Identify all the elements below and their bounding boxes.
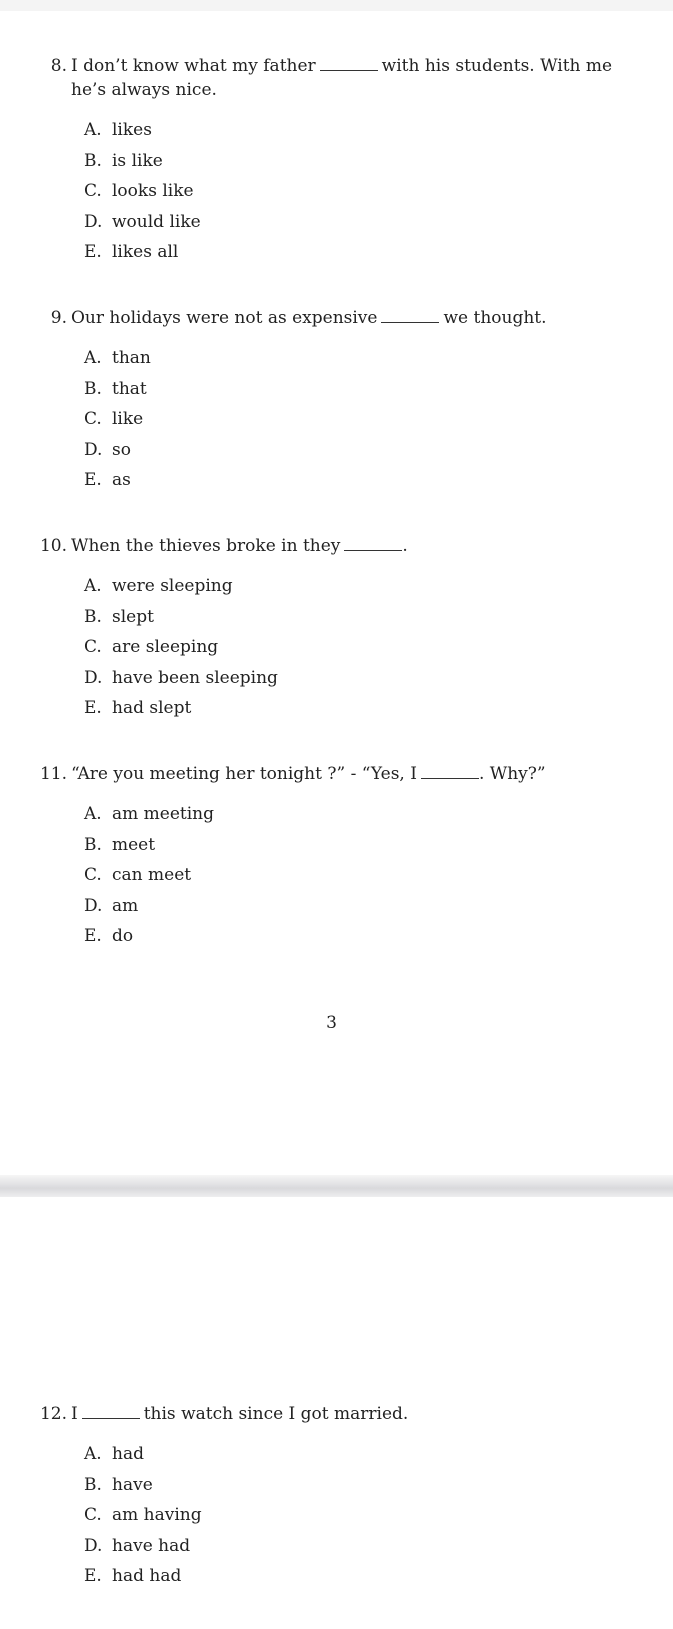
question-number: 9. [50, 308, 67, 328]
question-number: 8. [50, 56, 67, 76]
question-number: 11. [39, 764, 67, 784]
option-text: than [112, 348, 151, 368]
question-9 [0, 306, 673, 500]
option-letter: B. [84, 150, 102, 171]
option-text: meet [112, 834, 156, 855]
option-e [0, 925, 673, 956]
option-text: had had [112, 1566, 182, 1587]
option-c [0, 864, 673, 895]
options-list [0, 1443, 673, 1596]
option-text: looks like [112, 181, 194, 202]
answer-blank [82, 1404, 140, 1419]
option-letter: B. [84, 378, 102, 399]
option-a [0, 119, 673, 150]
option-e [0, 1565, 673, 1596]
option-letter: E. [84, 698, 102, 719]
option-letter: C. [84, 181, 102, 202]
option-text: is like [112, 150, 163, 171]
stem-text-before: I [71, 1404, 78, 1424]
option-text: likes [112, 120, 152, 140]
option-letter: C. [84, 637, 102, 658]
option-c [0, 180, 673, 211]
question-stem [0, 762, 673, 786]
stem-text-before: “Are you meeting her tonight ?” - “Yes, I [71, 764, 417, 784]
answer-blank [381, 308, 439, 323]
option-letter: D. [84, 439, 103, 460]
option-letter: E. [84, 470, 102, 491]
option-text: am [112, 895, 139, 916]
option-letter: D. [84, 211, 103, 232]
option-letter: B. [84, 606, 102, 627]
answer-blank [320, 56, 378, 71]
option-d [0, 439, 673, 470]
question-stem [0, 1402, 673, 1426]
option-e [0, 697, 673, 728]
option-b [0, 1474, 673, 1505]
option-e [0, 241, 673, 272]
option-text: can meet [112, 865, 192, 886]
option-b [0, 834, 673, 865]
answer-blank [421, 764, 479, 779]
option-letter: B. [84, 834, 102, 855]
stem-text-before: I don’t know what my father [71, 56, 316, 76]
option-letter: B. [84, 1474, 102, 1495]
option-letter: E. [84, 926, 102, 947]
options-list [0, 347, 673, 500]
option-e [0, 469, 673, 500]
option-text: am meeting [112, 804, 214, 824]
stem-text-after: with his students. With me he’s always nice. [71, 56, 613, 100]
option-text: slept [112, 606, 154, 627]
stem-text-before: Our holidays were not as expensive [71, 308, 378, 328]
question-stem [0, 534, 673, 558]
question-number: 12. [39, 1404, 67, 1424]
question-12 [0, 1402, 673, 1596]
page-separator [0, 1175, 673, 1197]
question-number: 10. [39, 536, 67, 556]
option-text: would like [112, 211, 201, 232]
option-letter: D. [84, 1535, 103, 1556]
option-d [0, 895, 673, 926]
option-text: were sleeping [112, 576, 233, 596]
option-text: are sleeping [112, 637, 219, 658]
option-letter: E. [84, 1566, 102, 1587]
option-letter: A. [84, 576, 102, 596]
page-number: 3 [326, 1013, 337, 1033]
options-list [0, 119, 673, 272]
question-8 [0, 54, 673, 272]
option-c [0, 1504, 673, 1535]
question-stem [0, 54, 673, 102]
option-text: have [112, 1474, 153, 1495]
option-text: had [112, 1444, 144, 1464]
answer-blank [344, 536, 402, 551]
option-letter: E. [84, 242, 102, 263]
viewer-top-strip [0, 0, 673, 11]
option-letter: D. [84, 667, 103, 688]
option-text: that [112, 378, 147, 399]
option-letter: A. [84, 1444, 102, 1464]
option-b [0, 606, 673, 637]
option-text: have been sleeping [112, 667, 278, 688]
option-letter: A. [84, 348, 102, 368]
option-text: likes all [112, 242, 179, 263]
question-stem [0, 306, 673, 330]
option-a [0, 803, 673, 834]
option-text: so [112, 439, 131, 460]
option-a [0, 1443, 673, 1474]
stem-text-before: When the thieves broke in they [71, 536, 341, 556]
option-d [0, 1535, 673, 1566]
option-letter: A. [84, 804, 102, 824]
option-text: have had [112, 1535, 191, 1556]
option-letter: C. [84, 1505, 102, 1526]
option-c [0, 636, 673, 667]
option-text: as [112, 470, 131, 491]
option-text: am having [112, 1505, 202, 1526]
question-11 [0, 762, 673, 956]
option-a [0, 575, 673, 606]
option-b [0, 378, 673, 409]
stem-text-after: we thought. [443, 308, 547, 328]
option-letter: A. [84, 120, 102, 140]
option-text: had slept [112, 698, 192, 719]
options-list [0, 803, 673, 956]
option-c [0, 408, 673, 439]
option-d [0, 667, 673, 698]
option-text: do [112, 926, 134, 947]
option-letter: C. [84, 409, 102, 430]
stem-text-after: this watch since I got married. [143, 1404, 409, 1424]
option-d [0, 211, 673, 242]
option-letter: D. [84, 895, 103, 916]
options-list [0, 575, 673, 728]
question-10 [0, 534, 673, 728]
stem-text-after: . [402, 536, 408, 556]
option-b [0, 150, 673, 181]
option-text: like [112, 409, 144, 430]
option-a [0, 347, 673, 378]
stem-text-after: . Why?” [478, 764, 546, 784]
option-letter: C. [84, 865, 102, 886]
